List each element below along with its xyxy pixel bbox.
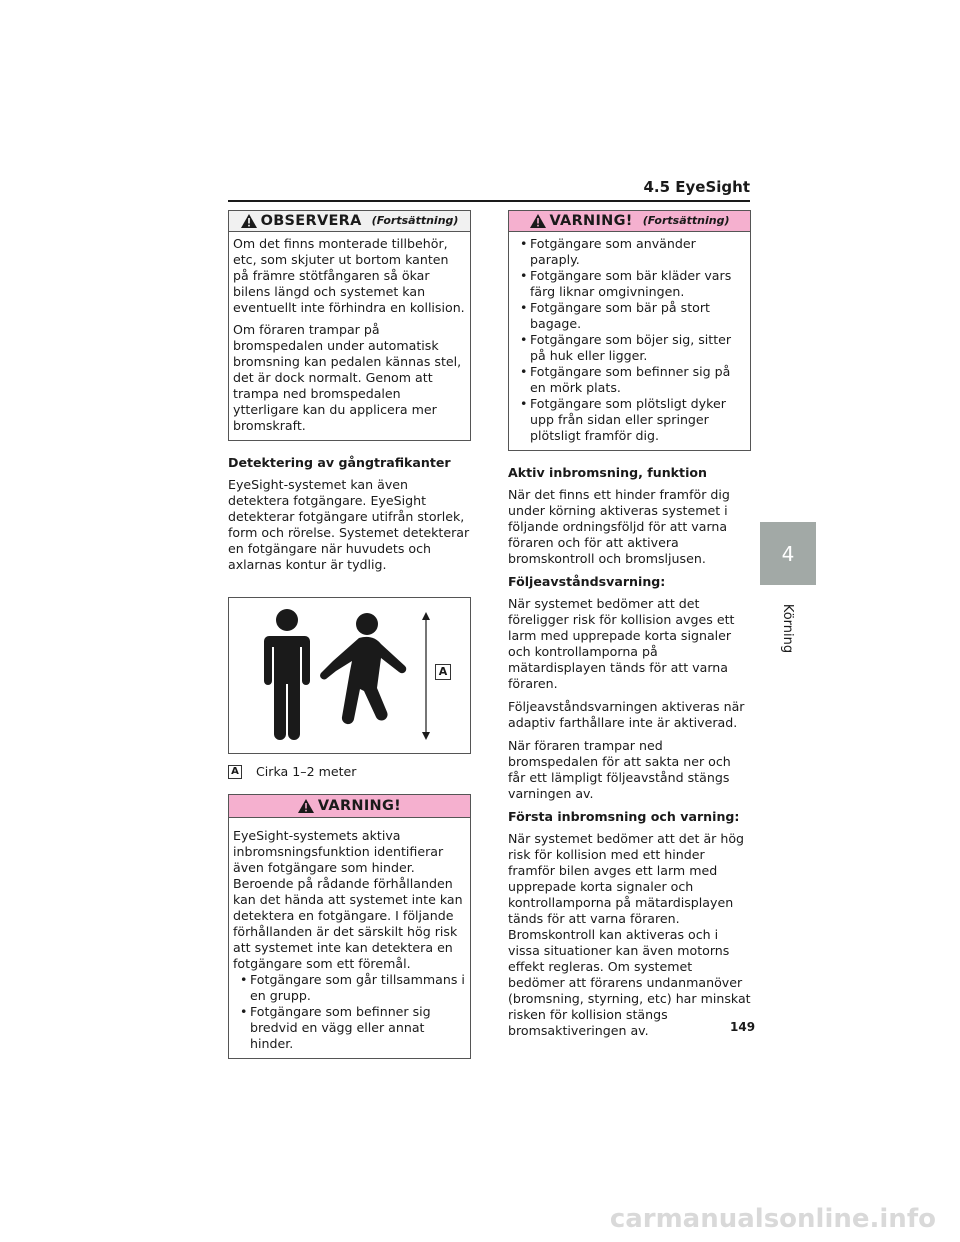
chapter-tab: 4 bbox=[760, 522, 816, 585]
warning-triangle-icon bbox=[298, 799, 314, 813]
follow-warning-text: När föraren trampar ned bromspedalen för att sakta ner och får ett lämpligt följeavstånd stängs varningen av. bbox=[508, 738, 731, 801]
warning-body bbox=[229, 818, 470, 1058]
figure-caption bbox=[228, 764, 471, 780]
observera-sub: (Fortsättning) bbox=[371, 214, 459, 227]
list-item: • Fotgängare som befinner sig bredvid en vägg eller annat hinder. bbox=[233, 1004, 466, 1052]
follow-warning-text: Följeavståndsvarningen aktiveras när adaptiv farthållare inte är aktiverad. bbox=[508, 699, 745, 730]
page-number: 149 bbox=[730, 1020, 756, 1034]
observera-body bbox=[229, 232, 470, 440]
list-item: • Fotgängare som går tillsammans i en grupp. bbox=[233, 972, 466, 1004]
detection-heading: Detektering av gångtrafikanter bbox=[228, 455, 451, 470]
warning-cont-sub: (Fortsättning) bbox=[642, 214, 730, 227]
caption-text: Cirka 1–2 meter bbox=[256, 764, 357, 779]
active-braking-text: När det finns ett hinder framför dig under körning aktiveras systemet i följande ordningsföljd för att varna föraren och för att aktivera bromskontroll och bromsljusen. bbox=[508, 487, 730, 566]
list-item: • Fotgängare som böjer sig, sitter på huk eller ligger. bbox=[513, 332, 746, 364]
observera-paragraph: Om föraren trampar på bromspedalen under automatisk bromsning kan pedalen kännas stel, det är dock normalt. Genom att trampa ned bromspedalen ytterligare kan du applicera mer bromskraft. bbox=[233, 322, 462, 433]
watermark: carmanualsonline.info bbox=[609, 1204, 936, 1234]
list-item: • Fotgängare som plötsligt dyker upp från sidan eller springer plötsligt framför dig. bbox=[513, 396, 746, 444]
warning-cont-label: VARNING! bbox=[549, 213, 633, 229]
first-braking-heading: Första inbromsning och varning: bbox=[508, 809, 740, 824]
active-braking-heading: Aktiv inbromsning, funktion bbox=[508, 465, 708, 480]
warning-label: VARNING! bbox=[317, 798, 402, 814]
pedestrian-figure bbox=[228, 597, 471, 754]
warning-box bbox=[228, 794, 471, 1059]
left-column bbox=[228, 210, 471, 1073]
header-rule bbox=[228, 200, 750, 202]
observera-box bbox=[228, 210, 471, 441]
pedestrian-illustration bbox=[229, 598, 470, 753]
warning-header bbox=[229, 795, 470, 818]
standing-person-icon bbox=[264, 609, 310, 740]
follow-warning-text: När systemet bedömer att det föreligger risk för kollision avges ett larm med upprepade korta signaler och kontrollamporna på mätardisplayen tänds för att varna föraren. bbox=[508, 596, 735, 691]
list-item: • Fotgängare som befinner sig på en mörk plats. bbox=[513, 364, 746, 396]
observera-paragraph: Om det finns monterade tillbehör, etc, som skjuter ut bortom kanten på främre stötfångaren så ökar bilens längd och systemet kan eventuellt inte förhindra en kollision. bbox=[233, 236, 465, 315]
walking-person-icon bbox=[320, 613, 406, 724]
warning-cont-box bbox=[508, 210, 751, 451]
chapter-label bbox=[760, 598, 816, 658]
warning-text: EyeSight-systemets aktiva inbromsningsfunktion identifierar även fotgängare som hinder. Beroende på rådande förhållanden kan det hända att systemet inte kan detektera en fotgängare. I följande förhållanden är det särskilt hög risk att systemet inte kan detektera en fotgängare som ett föremål. bbox=[233, 828, 463, 971]
warning-triangle-icon bbox=[530, 214, 546, 228]
first-braking-text: När systemet bedömer att det är hög risk för kollision med ett hinder framför bilen avges ett larm med upprepade korta signaler och kontrollamporna på mätardisplayen tänds för att varna föraren. Bromskontroll kan aktiveras och i vissa situationer kan även motorns effekt regleras. Om systemet bedömer att förarens undanmanöver (bromsning, styrning, etc) har minskat risken för kollision stängs bromsaktiveringen av. bbox=[508, 831, 751, 1038]
list-item: • Fotgängare som använder paraply. bbox=[513, 236, 746, 268]
warning-triangle-icon bbox=[241, 214, 257, 228]
warning-list bbox=[233, 972, 466, 1052]
figure-marker: A bbox=[435, 664, 451, 680]
height-arrow bbox=[422, 612, 430, 740]
observera-header bbox=[229, 211, 470, 232]
follow-warning-heading: Följeavståndsvarning: bbox=[508, 574, 666, 589]
warning-cont-list bbox=[513, 236, 746, 444]
chapter-name: Körning bbox=[780, 603, 796, 653]
detection-text: EyeSight-systemet kan även detektera fotgängare. EyeSight detekterar fotgängare utifrån storlek, form och rörelse. Systemet detekterar en fotgängare när huvudets och axlarnas kontur är tydlig. bbox=[228, 477, 470, 572]
section-title: 4.5 EyeSight bbox=[643, 178, 750, 196]
caption-key: A bbox=[228, 765, 242, 779]
list-item: • Fotgängare som bär kläder vars färg liknar omgivningen. bbox=[513, 268, 746, 300]
warning-cont-header bbox=[509, 211, 750, 232]
warning-cont-body bbox=[509, 232, 750, 450]
observera-label: OBSERVERA bbox=[260, 213, 362, 229]
right-column bbox=[508, 210, 751, 1046]
list-item: • Fotgängare som bär på stort bagage. bbox=[513, 300, 746, 332]
